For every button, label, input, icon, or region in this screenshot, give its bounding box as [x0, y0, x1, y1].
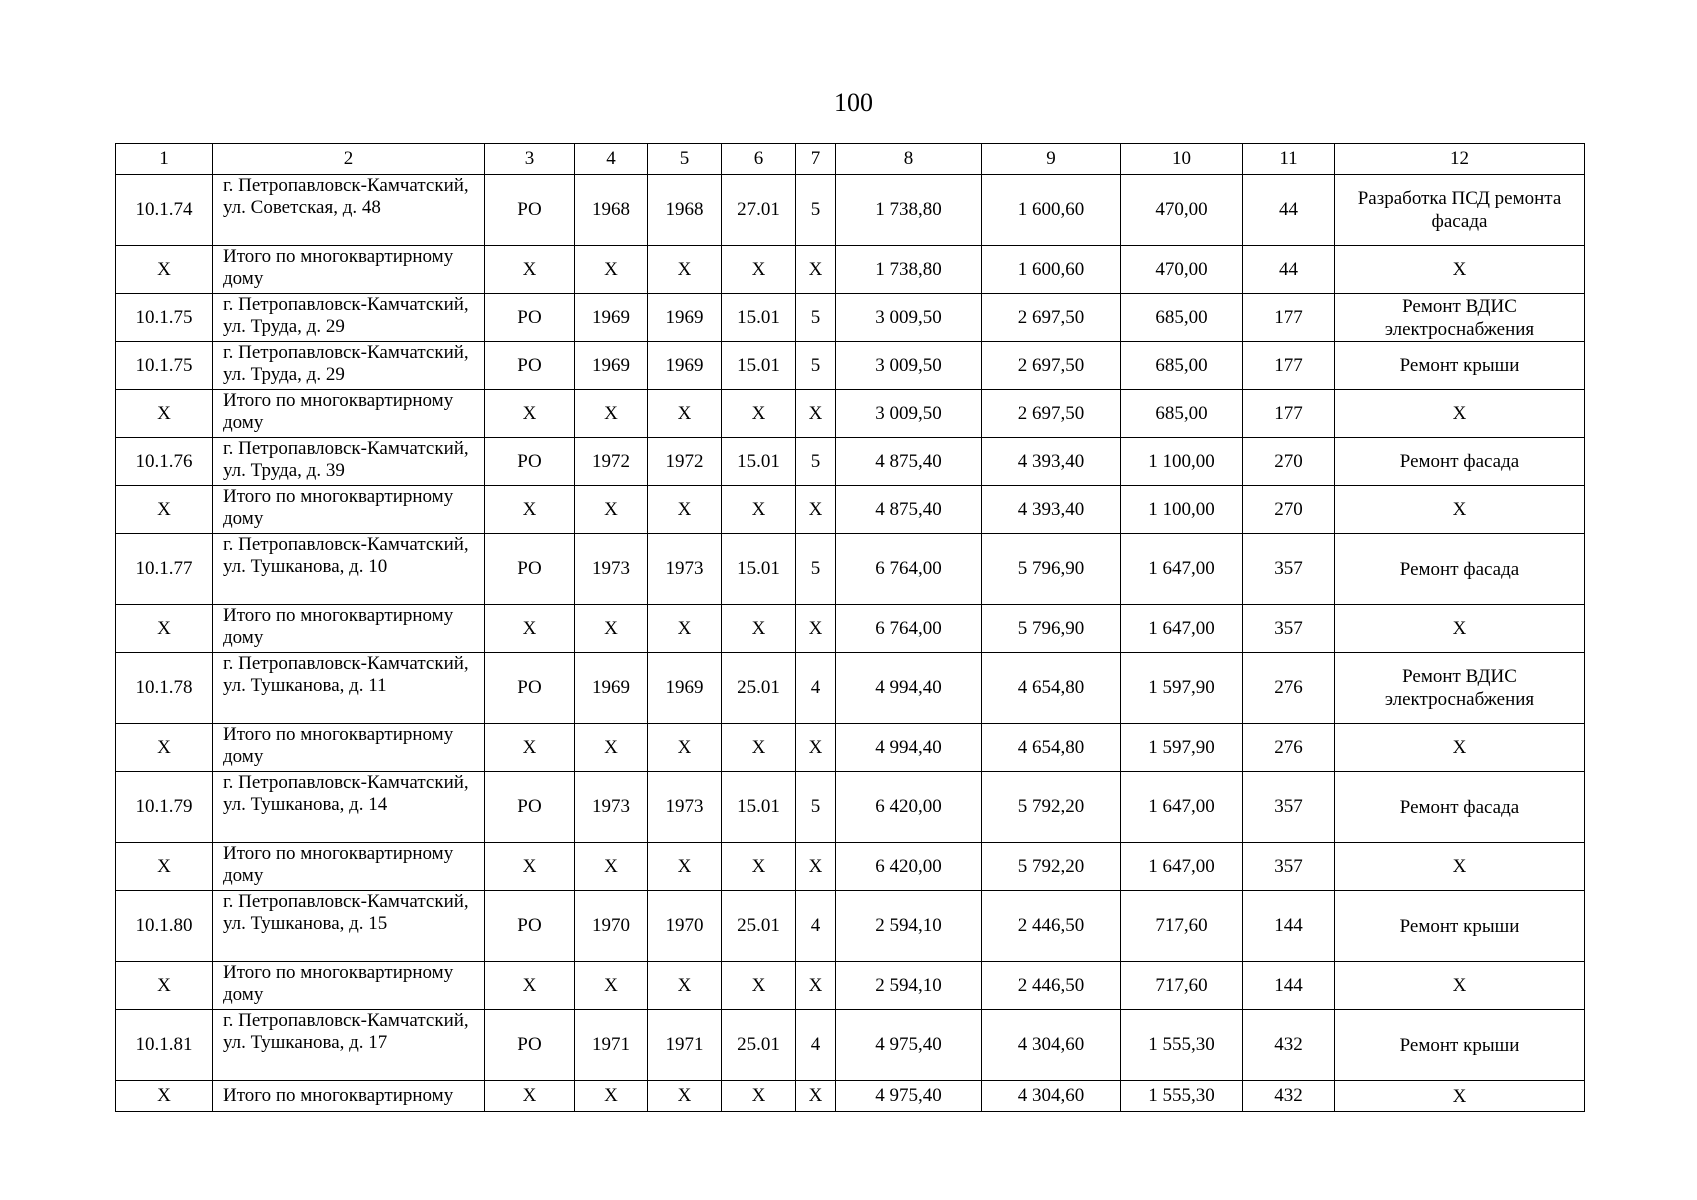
residential-area-cell: 5 796,90 [982, 605, 1121, 653]
column-number: 3 [485, 144, 575, 175]
column-number: 8 [836, 144, 982, 175]
address-cell: Итого по многоквартирному дому [213, 843, 485, 891]
work-type-cell: Х [1335, 390, 1585, 438]
row-id-cell: 10.1.79 [116, 772, 213, 843]
wall-material-cell: Х [722, 962, 796, 1010]
column-number: 10 [1121, 144, 1243, 175]
floors-cell: 5 [796, 342, 836, 390]
year-built-cell: 1969 [575, 342, 648, 390]
nonresidential-area-cell: 1 100,00 [1121, 486, 1243, 534]
address-cell: г. Петропавловск-Камчатский, ул. Труда, д. 29 [213, 342, 485, 390]
year-commissioned-cell: Х [648, 1081, 722, 1112]
floors-cell: Х [796, 962, 836, 1010]
floors-cell: Х [796, 390, 836, 438]
floors-cell: Х [796, 486, 836, 534]
year-commissioned-cell: 1973 [648, 534, 722, 605]
owner-cell: РО [485, 534, 575, 605]
residential-area-cell: 5 796,90 [982, 534, 1121, 605]
wall-material-cell: Х [722, 724, 796, 772]
address-cell: г. Петропавловск-Камчатский, ул. Тушканова, д. 11 [213, 653, 485, 724]
nonresidential-area-cell: 717,60 [1121, 962, 1243, 1010]
work-type-cell: Х [1335, 605, 1585, 653]
total-area-cell: 6 420,00 [836, 772, 982, 843]
address-cell: г. Петропавловск-Камчатский, ул. Труда, д. 29 [213, 294, 485, 342]
table-row [116, 891, 1585, 962]
residents-cell: 44 [1243, 246, 1335, 294]
nonresidential-area-cell: 685,00 [1121, 390, 1243, 438]
row-id-cell: Х [116, 1081, 213, 1112]
owner-cell: РО [485, 175, 575, 246]
residents-cell: 270 [1243, 438, 1335, 486]
year-built-cell: Х [575, 486, 648, 534]
row-id-cell: Х [116, 605, 213, 653]
nonresidential-area-cell: 685,00 [1121, 342, 1243, 390]
residential-area-cell: 2 697,50 [982, 294, 1121, 342]
total-area-cell: 3 009,50 [836, 294, 982, 342]
residential-area-cell: 4 304,60 [982, 1010, 1121, 1081]
row-id-cell: Х [116, 962, 213, 1010]
residential-area-cell: 5 792,20 [982, 843, 1121, 891]
residents-cell: 44 [1243, 175, 1335, 246]
year-built-cell: 1972 [575, 438, 648, 486]
column-number: 5 [648, 144, 722, 175]
floors-cell: Х [796, 246, 836, 294]
year-built-cell: Х [575, 962, 648, 1010]
floors-cell: 4 [796, 891, 836, 962]
residents-cell: 177 [1243, 342, 1335, 390]
total-area-cell: 2 594,10 [836, 962, 982, 1010]
residential-area-cell: 2 697,50 [982, 390, 1121, 438]
year-commissioned-cell: Х [648, 724, 722, 772]
wall-material-cell: Х [722, 1081, 796, 1112]
column-number: 7 [796, 144, 836, 175]
address-cell: Итого по многоквартирному дому [213, 390, 485, 438]
table-row [116, 653, 1585, 724]
floors-cell: Х [796, 724, 836, 772]
address-cell: г. Петропавловск-Камчатский, ул. Советская, д. 48 [213, 175, 485, 246]
residents-cell: 270 [1243, 486, 1335, 534]
column-number-row [116, 144, 1585, 175]
floors-cell: 5 [796, 534, 836, 605]
work-type-cell: Ремонт ВДИС электроснабжения [1335, 294, 1585, 342]
address-cell: Итого по многоквартирному дому [213, 246, 485, 294]
row-id-cell: 10.1.76 [116, 438, 213, 486]
row-id-cell: 10.1.75 [116, 342, 213, 390]
address-cell: Итого по многоквартирному [213, 1081, 485, 1112]
year-commissioned-cell: Х [648, 486, 722, 534]
nonresidential-area-cell: 1 647,00 [1121, 843, 1243, 891]
total-area-cell: 4 994,40 [836, 724, 982, 772]
wall-material-cell: 25.01 [722, 891, 796, 962]
table-row [116, 962, 1585, 1010]
year-commissioned-cell: Х [648, 843, 722, 891]
work-type-cell: Х [1335, 486, 1585, 534]
residents-cell: 276 [1243, 724, 1335, 772]
owner-cell: РО [485, 772, 575, 843]
work-type-cell: Ремонт фасада [1335, 438, 1585, 486]
work-type-cell: Ремонт крыши [1335, 1010, 1585, 1081]
table-row [116, 843, 1585, 891]
address-cell: г. Петропавловск-Камчатский, ул. Тушканова, д. 17 [213, 1010, 485, 1081]
housing-register-table [115, 143, 1585, 1112]
total-area-cell: 4 975,40 [836, 1010, 982, 1081]
table-body [116, 175, 1585, 1112]
floors-cell: 5 [796, 438, 836, 486]
owner-cell: Х [485, 843, 575, 891]
year-commissioned-cell: 1973 [648, 772, 722, 843]
year-commissioned-cell: 1968 [648, 175, 722, 246]
table-row [116, 1010, 1585, 1081]
year-commissioned-cell: Х [648, 390, 722, 438]
owner-cell: Х [485, 1081, 575, 1112]
row-id-cell: 10.1.81 [116, 1010, 213, 1081]
work-type-cell: Ремонт крыши [1335, 342, 1585, 390]
owner-cell: Х [485, 246, 575, 294]
year-built-cell: 1971 [575, 1010, 648, 1081]
year-commissioned-cell: 1969 [648, 342, 722, 390]
address-cell: Итого по многоквартирному дому [213, 962, 485, 1010]
address-cell: Итого по многоквартирному дому [213, 486, 485, 534]
floors-cell: Х [796, 605, 836, 653]
row-id-cell: Х [116, 843, 213, 891]
residential-area-cell: 4 393,40 [982, 438, 1121, 486]
wall-material-cell: 25.01 [722, 653, 796, 724]
year-built-cell: Х [575, 843, 648, 891]
total-area-cell: 3 009,50 [836, 390, 982, 438]
work-type-cell: Ремонт крыши [1335, 891, 1585, 962]
owner-cell: РО [485, 438, 575, 486]
residential-area-cell: 5 792,20 [982, 772, 1121, 843]
owner-cell: РО [485, 1010, 575, 1081]
year-commissioned-cell: 1969 [648, 653, 722, 724]
row-id-cell: 10.1.74 [116, 175, 213, 246]
wall-material-cell: Х [722, 605, 796, 653]
table-row [116, 605, 1585, 653]
residents-cell: 144 [1243, 891, 1335, 962]
residential-area-cell: 4 654,80 [982, 653, 1121, 724]
wall-material-cell: 27.01 [722, 175, 796, 246]
nonresidential-area-cell: 470,00 [1121, 175, 1243, 246]
address-cell: Итого по многоквартирному дому [213, 724, 485, 772]
year-built-cell: 1973 [575, 534, 648, 605]
year-commissioned-cell: 1971 [648, 1010, 722, 1081]
residents-cell: 144 [1243, 962, 1335, 1010]
total-area-cell: 2 594,10 [836, 891, 982, 962]
floors-cell: 5 [796, 772, 836, 843]
floors-cell: 4 [796, 1010, 836, 1081]
year-built-cell: Х [575, 390, 648, 438]
work-type-cell: Ремонт фасада [1335, 534, 1585, 605]
address-cell: г. Петропавловск-Камчатский, ул. Труда, д. 39 [213, 438, 485, 486]
residential-area-cell: 4 393,40 [982, 486, 1121, 534]
residents-cell: 432 [1243, 1081, 1335, 1112]
row-id-cell: Х [116, 724, 213, 772]
residential-area-cell: 2 446,50 [982, 891, 1121, 962]
residential-area-cell: 1 600,60 [982, 175, 1121, 246]
column-number: 6 [722, 144, 796, 175]
nonresidential-area-cell: 717,60 [1121, 891, 1243, 962]
work-type-cell: Х [1335, 1081, 1585, 1112]
year-commissioned-cell: Х [648, 246, 722, 294]
row-id-cell: 10.1.78 [116, 653, 213, 724]
total-area-cell: 4 994,40 [836, 653, 982, 724]
residential-area-cell: 2 446,50 [982, 962, 1121, 1010]
nonresidential-area-cell: 1 597,90 [1121, 653, 1243, 724]
total-area-cell: 6 764,00 [836, 534, 982, 605]
total-area-cell: 4 875,40 [836, 438, 982, 486]
year-built-cell: 1969 [575, 294, 648, 342]
address-cell: Итого по многоквартирному дому [213, 605, 485, 653]
table-row [116, 438, 1585, 486]
total-area-cell: 3 009,50 [836, 342, 982, 390]
owner-cell: РО [485, 891, 575, 962]
table-row [116, 1081, 1585, 1112]
work-type-cell: Разработка ПСД ремонта фасада [1335, 175, 1585, 246]
wall-material-cell: Х [722, 843, 796, 891]
wall-material-cell: Х [722, 390, 796, 438]
total-area-cell: 6 764,00 [836, 605, 982, 653]
year-built-cell: Х [575, 246, 648, 294]
row-id-cell: 10.1.75 [116, 294, 213, 342]
table-row [116, 342, 1585, 390]
column-number: 4 [575, 144, 648, 175]
nonresidential-area-cell: 1 555,30 [1121, 1081, 1243, 1112]
total-area-cell: 1 738,80 [836, 246, 982, 294]
owner-cell: РО [485, 342, 575, 390]
owner-cell: Х [485, 390, 575, 438]
year-built-cell: Х [575, 605, 648, 653]
row-id-cell: Х [116, 390, 213, 438]
nonresidential-area-cell: 1 100,00 [1121, 438, 1243, 486]
floors-cell: Х [796, 843, 836, 891]
wall-material-cell: Х [722, 246, 796, 294]
year-built-cell: 1970 [575, 891, 648, 962]
table-row [116, 390, 1585, 438]
total-area-cell: 4 875,40 [836, 486, 982, 534]
floors-cell: 5 [796, 175, 836, 246]
column-number: 9 [982, 144, 1121, 175]
table-row [116, 175, 1585, 246]
nonresidential-area-cell: 1 647,00 [1121, 534, 1243, 605]
nonresidential-area-cell: 1 647,00 [1121, 772, 1243, 843]
work-type-cell: Ремонт фасада [1335, 772, 1585, 843]
page-number: 100 [834, 88, 873, 117]
nonresidential-area-cell: 470,00 [1121, 246, 1243, 294]
residents-cell: 432 [1243, 1010, 1335, 1081]
wall-material-cell: 15.01 [722, 294, 796, 342]
table-row [116, 486, 1585, 534]
year-commissioned-cell: Х [648, 962, 722, 1010]
floors-cell: 5 [796, 294, 836, 342]
wall-material-cell: 15.01 [722, 772, 796, 843]
work-type-cell: Х [1335, 246, 1585, 294]
residents-cell: 177 [1243, 294, 1335, 342]
row-id-cell: 10.1.80 [116, 891, 213, 962]
wall-material-cell: 15.01 [722, 438, 796, 486]
column-number: 12 [1335, 144, 1585, 175]
residents-cell: 276 [1243, 653, 1335, 724]
column-number: 1 [116, 144, 213, 175]
residential-area-cell: 4 304,60 [982, 1081, 1121, 1112]
year-built-cell: 1968 [575, 175, 648, 246]
total-area-cell: 6 420,00 [836, 843, 982, 891]
residents-cell: 357 [1243, 605, 1335, 653]
wall-material-cell: 15.01 [722, 534, 796, 605]
owner-cell: Х [485, 486, 575, 534]
address-cell: г. Петропавловск-Камчатский, ул. Тушканова, д. 15 [213, 891, 485, 962]
year-commissioned-cell: 1969 [648, 294, 722, 342]
table-row [116, 772, 1585, 843]
wall-material-cell: 15.01 [722, 342, 796, 390]
row-id-cell: 10.1.77 [116, 534, 213, 605]
year-commissioned-cell: 1970 [648, 891, 722, 962]
table-row [116, 534, 1585, 605]
column-number: 2 [213, 144, 485, 175]
total-area-cell: 1 738,80 [836, 175, 982, 246]
nonresidential-area-cell: 1 555,30 [1121, 1010, 1243, 1081]
work-type-cell: Ремонт ВДИС электроснабжения [1335, 653, 1585, 724]
year-built-cell: Х [575, 724, 648, 772]
total-area-cell: 4 975,40 [836, 1081, 982, 1112]
row-id-cell: Х [116, 246, 213, 294]
address-cell: г. Петропавловск-Камчатский, ул. Тушканова, д. 14 [213, 772, 485, 843]
floors-cell: Х [796, 1081, 836, 1112]
address-cell: г. Петропавловск-Камчатский, ул. Тушканова, д. 10 [213, 534, 485, 605]
residential-area-cell: 1 600,60 [982, 246, 1121, 294]
table-row [116, 246, 1585, 294]
table-row [116, 294, 1585, 342]
row-id-cell: Х [116, 486, 213, 534]
year-built-cell: Х [575, 1081, 648, 1112]
owner-cell: РО [485, 294, 575, 342]
year-commissioned-cell: Х [648, 605, 722, 653]
work-type-cell: Х [1335, 724, 1585, 772]
residents-cell: 357 [1243, 772, 1335, 843]
nonresidential-area-cell: 1 647,00 [1121, 605, 1243, 653]
floors-cell: 4 [796, 653, 836, 724]
nonresidential-area-cell: 685,00 [1121, 294, 1243, 342]
work-type-cell: Х [1335, 843, 1585, 891]
residential-area-cell: 2 697,50 [982, 342, 1121, 390]
owner-cell: Х [485, 605, 575, 653]
year-built-cell: 1969 [575, 653, 648, 724]
nonresidential-area-cell: 1 597,90 [1121, 724, 1243, 772]
residential-area-cell: 4 654,80 [982, 724, 1121, 772]
owner-cell: Х [485, 962, 575, 1010]
residents-cell: 177 [1243, 390, 1335, 438]
table-row [116, 724, 1585, 772]
wall-material-cell: Х [722, 486, 796, 534]
year-built-cell: 1973 [575, 772, 648, 843]
year-commissioned-cell: 1972 [648, 438, 722, 486]
residents-cell: 357 [1243, 534, 1335, 605]
work-type-cell: Х [1335, 962, 1585, 1010]
column-number: 11 [1243, 144, 1335, 175]
table-header [116, 144, 1585, 175]
residents-cell: 357 [1243, 843, 1335, 891]
owner-cell: Х [485, 724, 575, 772]
wall-material-cell: 25.01 [722, 1010, 796, 1081]
owner-cell: РО [485, 653, 575, 724]
